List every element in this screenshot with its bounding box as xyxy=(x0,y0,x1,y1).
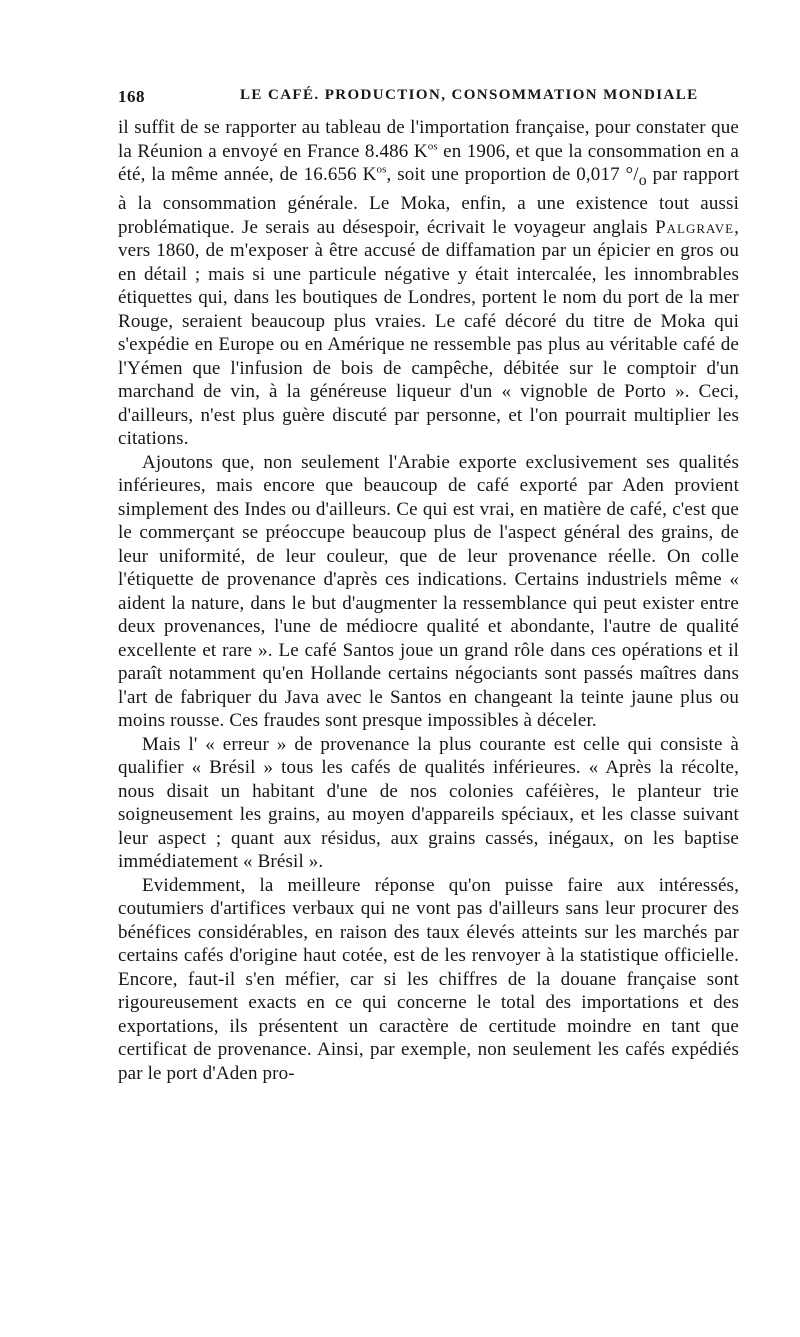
percent-subscript: o xyxy=(638,171,647,189)
paragraph-1-text-c: , soit une proportion de 0,017 °/ xyxy=(386,164,639,185)
superscript-kilos-1: os xyxy=(427,140,438,153)
paragraph-4: Evidemment, la meilleure réponse qu'on puisse faire aux intéressés, coutumiers d'artifices verbaux qui ne vont pas d'ailleurs sans leur procurer des bénéfices considérables, en raison des taux élevés atteints sur les marchés par certains cafés d'origine haut cotée, est de les renvoyer à la statistique officielle. Encore, faut-il s'en méfier, car si les chiffres de la douane française sont rigoureusement exacts en ce qui concerne le total des importations et des exportations, ils présentent un caractère de certitude moindre en tant que certificat de provenance. Ainsi, par exemple, non seulement les cafés expédiés par le port d'Aden pro- xyxy=(118,874,739,1084)
paragraph-1-text-d: par rapport à la consommation générale. Le Moka, enfin, a une existence tout aussi problématique. Je serais au désespoir, écrivait le voyageur anglais xyxy=(118,164,739,238)
running-head: LE CAFÉ. PRODUCTION, CONSOMMATION MONDIALE xyxy=(240,87,699,103)
paragraph-1-text-a: il suffit de se rapporter au tableau de l'importation française, pour constater que la Réunion a envoyé en France 8.486 K xyxy=(118,117,739,162)
page-header xyxy=(118,87,738,111)
paragraph-1-text-b: en 1906, et que la consommation en a été, la même année, de 16.656 K xyxy=(118,140,739,185)
paragraph-1-text-e: , vers 1860, de m'exposer à être accusé de diffamation par un épicier en gros ou en détail ; mais si une particule négative y était intercalée, les innombrables étiquettes qui, dans les boutiques de Londres, portent le nom du port de la mer Rouge, seraient beaucoup plus vraies. Le café décoré du titre de Moka qui s'expédie en Europe ou en Amérique ne ressemble pas plus au véritable café de l'Yémen que l'infusion de bois de campêche, débitée sur le comptoir d'un marchand de vin, à la généreuse liqueur d'un « vignoble de Porto ». Ceci, d'ailleurs, n'est plus guère discuté par personne, et l'on pourrait multiplier les citations. xyxy=(118,216,739,450)
body-text xyxy=(118,116,739,1085)
paragraph-3: Mais l' « erreur » de provenance la plus courante est celle qui consiste à qualifier « Brésil » tous les cafés de qualités inférieures. « Après la récolte, nous disait un habitant d'une de nos colonies caféières, le planteur trie soigneusement les grains, au moyen d'appareils spéciaux, et les classe suivant leur aspect ; quant aux résidus, aux grains cassés, inégaux, on les baptise immédiatement « Brésil ». xyxy=(118,733,739,873)
page-number: 168 xyxy=(118,87,145,106)
superscript-kilos-2: os xyxy=(376,163,387,176)
author-name-palgrave: Palgrave xyxy=(655,216,735,238)
paragraph-1 xyxy=(118,116,739,451)
paragraph-2: Ajoutons que, non seulement l'Arabie exporte exclusivement ses qualités inférieures, mais encore que beaucoup de café exporté par Aden provient simplement des Indes ou d'ailleurs. Ce qui est vrai, en matière de café, c'est que le commerçant se préoccupe beaucoup plus de l'aspect général des grains, de leur uniformité, de leur couleur, que de leur provenance réelle. On colle l'étiquette de provenance d'après ces indications. Certains industriels même « aident la nature, dans le but d'augmenter la ressemblance qui peut exister entre deux provenances, l'une de médiocre qualité et abondante, l'autre de qualité excellente et rare ». Le café Santos joue un grand rôle dans ces opérations et il paraît notamment qu'en Hollande certains négociants sont passés maîtres dans l'art de fabriquer du Java avec le Santos en changeant la teinte jaune plus ou moins rousse. Ces fraudes sont presque impossibles à déceler. xyxy=(118,451,739,732)
